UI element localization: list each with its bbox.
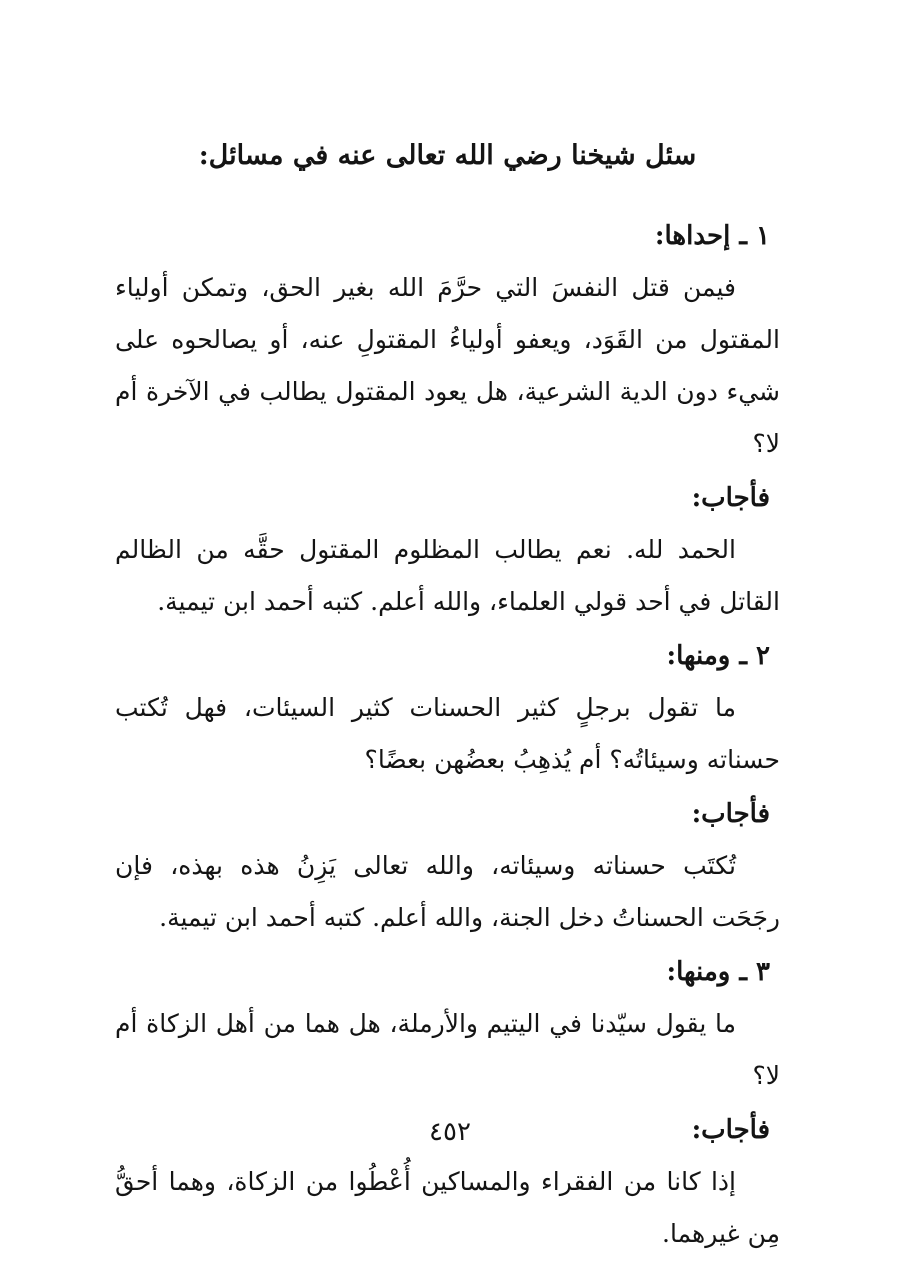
answer-text: الحمد لله. نعم يطالب المظلوم المقتول حقَّه من الظالم القاتل في أحد قولي العلماء، والله أعلم. كتبه أحمد ابن تيمية.	[115, 535, 780, 616]
answer-text: إذا كانا من الفقراء والمساكين أُعْطُوا من الزكاة، وهما أحقُّ مِن غيرهما.	[115, 1167, 780, 1248]
answer-heading: فأجاب:	[691, 483, 770, 513]
page-number: ٤٥٢	[429, 1117, 471, 1147]
answer-heading: فأجاب:	[691, 799, 770, 829]
question-text: ما تقول برجلٍ كثير الحسنات كثير السيئات، فهل تُكتب حسناته وسيئاتُه؟ أم يُذهِبُ بعضُهن بعضًا؟	[115, 693, 780, 774]
section-heading: ٢ ـ ومنها:	[666, 641, 770, 671]
section-3	[115, 946, 780, 1260]
page-title: سئل شيخنا رضي الله تعالى عنه في مسائل:	[198, 140, 697, 171]
question-text: ما يقول سيّدنا في اليتيم والأرملة، هل هما من أهل الزكاة أم لا؟	[115, 1009, 780, 1090]
section-heading: ١ ـ إحداها:	[654, 221, 770, 251]
section-2	[115, 630, 780, 944]
answer-text: تُكتَب حسناته وسيئاته، والله تعالى يَزِنُ هذه بهذه، فإن رجَحَت الحسناتُ دخل الجنة، والله أعلم. كتبه أحمد ابن تيمية.	[115, 851, 780, 932]
page-body	[115, 130, 780, 1262]
section-1	[115, 210, 780, 628]
answer-heading: فأجاب:	[691, 1115, 770, 1145]
section-heading: ٣ ـ ومنها:	[666, 957, 770, 987]
question-text: فيمن قتل النفسَ التي حرَّمَ الله بغير الحق، وتمكن أولياء المقتول من القَوَد، ويعفو أولياءُ المقتولِ عنه، أو يصالحوه على شيء دون الدية الشرعية، هل يعود المقتول يطالب في الآخرة أم لا؟	[115, 273, 780, 458]
